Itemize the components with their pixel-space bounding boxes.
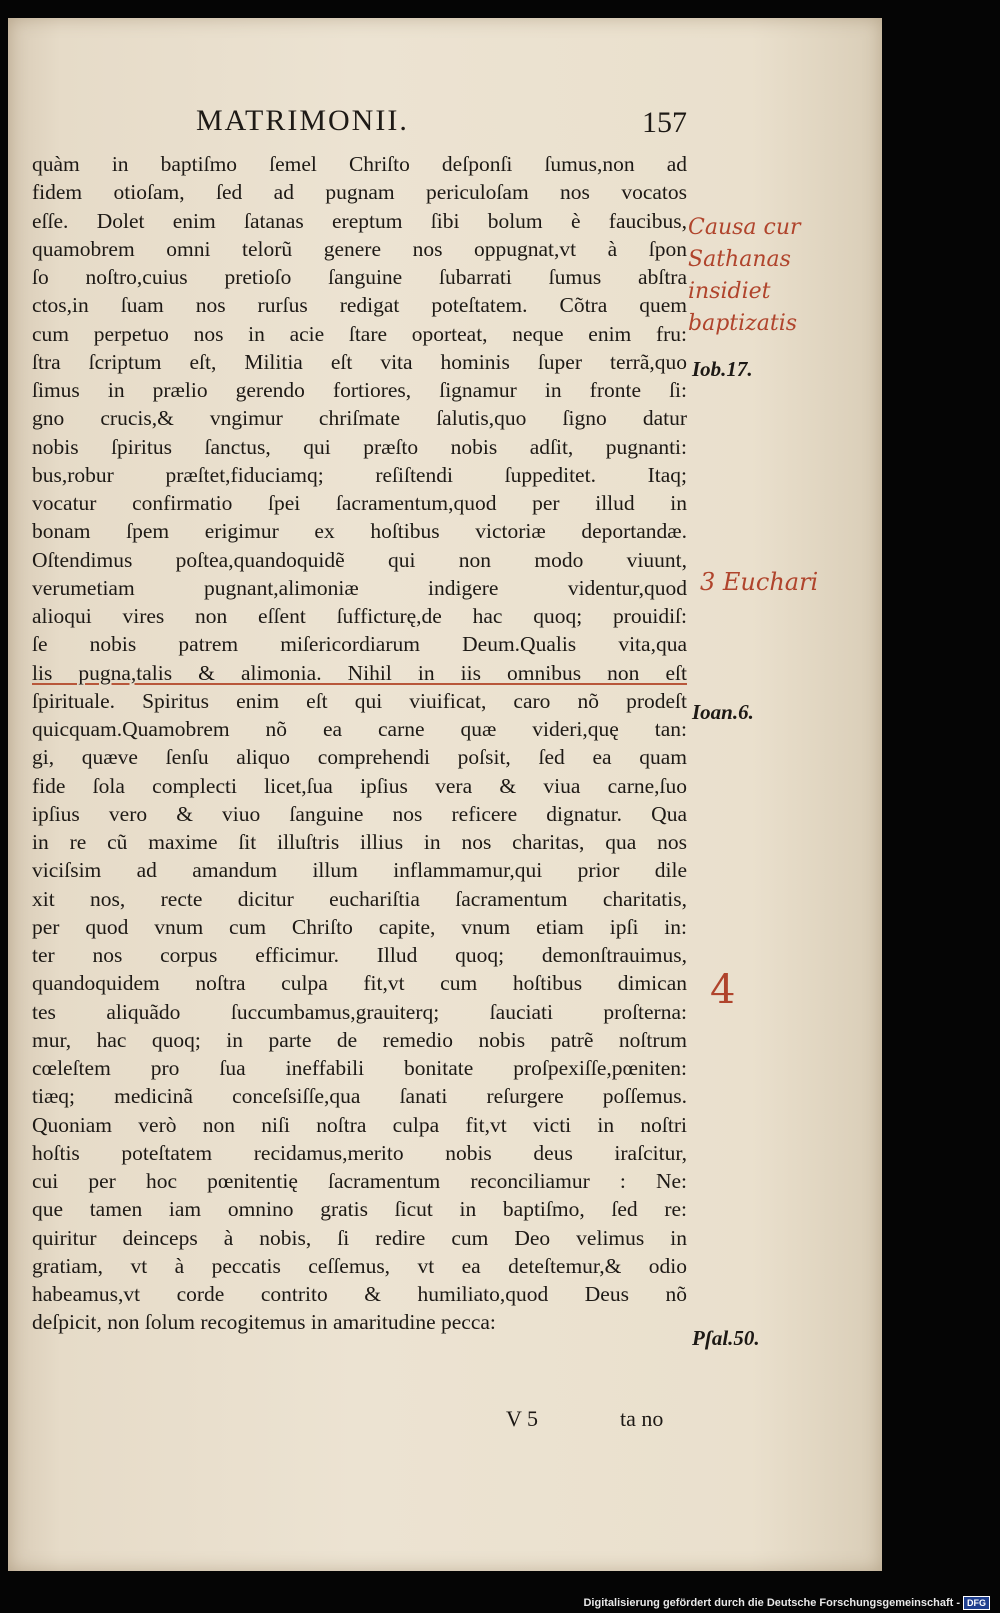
text-line: fidem otioſam, ſed ad pugnam periculoſam nos vocatos (32, 180, 687, 205)
text-line: ſo noſtro,cuius pretioſo ſanguine ſubarrati ſumus abſtra (32, 265, 687, 289)
marginal-handwritten-note: Causa cur Sathanas insidiet baptizatis (688, 215, 801, 336)
catchword: ta no (620, 1406, 664, 1431)
text-line: ipſius vero & viuo ſanguine nos reficere dignatur. Qua (32, 801, 687, 826)
text-line: gi, quæve ſenſu aliquo comprehendi poſsit, ſed ea quam (32, 745, 687, 770)
text-line: tes aliquãdo ſuccumbamus,grauiterq; ſauciati proſterna: (32, 999, 687, 1024)
marginal-reference-john: Ioan.6. (692, 700, 754, 724)
text-line: cum perpetuo nos in acie ſtare oporteat, neque enim fru: (32, 321, 687, 346)
text-line: alioqui vires non eſſent ſufficturę,de hac quoq; prouidiſ: (32, 604, 687, 628)
text-line: per quod vnum cum Chriſto capite, vnum etiam ipſi in: (32, 914, 687, 939)
text-line: ſimus in prælio gerendo fortiores, ſignamur in fronte ſi: (32, 378, 687, 402)
digitization-credit-text: Digitalisierung gefördert durch die Deutsche Forschungsgemeinschaft - (583, 1597, 960, 1609)
text-line: ſe nobis patrem miſericordiarum Deum.Qualis vita,qua (32, 632, 687, 657)
text-line: Oſtendimus poſtea,quandoquidẽ qui non modo viuunt, (32, 547, 687, 572)
text-line: quicquam.Quamobrem nõ ea carne quæ videri,quę tan: (32, 717, 687, 741)
page-number: 157 (642, 106, 687, 139)
text-line: eſſe. Dolet enim ſatanas ereptum ſibi bolum è faucibus, (32, 208, 687, 233)
marginal-handwritten-eucharist: 3 Euchari (700, 568, 819, 596)
text-line: quiritur deinceps à nobis, ſi redire cum Deo velimus in (32, 1225, 687, 1250)
dfg-logo: DFG (963, 1596, 990, 1610)
signature-mark: V 5 (506, 1406, 538, 1431)
text-line: Quoniam verò non niſi noſtra culpa fit,vt victi in noſtri (32, 1112, 687, 1137)
text-line: vocatur confirmatio ſpei ſacramentum,quod per illud in (32, 491, 687, 515)
text-line: deſpicit, non ſolum recogitemus in amaritudine pecca: (32, 1310, 496, 1335)
text-line: bonam ſpem erigimur ex hoſtibus victoriæ deportandæ. (32, 519, 687, 544)
text-line-underlined: lis pugna,talis & alimonia. Nihil in iis omnibus non eſt (32, 660, 687, 685)
text-line: habeamus,vt corde contrito & humiliato,quod Deus nõ (32, 1282, 687, 1306)
marginal-handwritten-number: 4 (710, 967, 736, 1013)
text-line: mur, hac quoq; in parte de remedio nobis patrẽ noſtrum (32, 1027, 687, 1052)
text-line: gno crucis,& vngimur chriſmate ſalutis,quo ſigno datur (32, 406, 687, 431)
marginal-reference-psalm: Pſal.50. (692, 1326, 760, 1350)
text-line: fide ſola complecti licet,ſua ipſius vera & viua carne,ſuo (32, 773, 687, 798)
text-line: hoſtis poteſtatem recidamus,merito nobis deus iraſcitur, (32, 1140, 687, 1165)
text-line: quandoquidem noſtra culpa fit,vt cum hoſtibus dimican (32, 971, 687, 996)
text-line: tiæq; medicinã conceſsiſſe,qua ſanati reſurgere poſſemus. (32, 1084, 687, 1109)
book-page (8, 18, 882, 1571)
text-line: verumetiam pugnant,alimoniæ indigere videntur,quod (32, 575, 687, 600)
text-line: in re cũ maxime ſit illuſtris illius in nos charitas, qua nos (32, 830, 687, 854)
text-line: cui per hoc pœnitentię ſacramentum reconciliamur : Ne: (32, 1169, 687, 1193)
text-line: nobis ſpiritus ſanctus, qui præſto nobis adſit, pugnanti: (32, 434, 687, 459)
running-head: MATRIMONII. (196, 104, 409, 137)
text-line: quàm in baptiſmo ſemel Chriſto deſponſi ſumus,non ad (32, 152, 687, 176)
text-line: bus,robur præſtet,fiduciamq; reſiſtendi ſuppeditet. Itaq; (32, 462, 687, 487)
marginal-reference-job: Iob.17. (692, 357, 753, 381)
text-line: quamobrem omni telorũ genere nos oppugnat,vt à ſpon (32, 236, 687, 261)
text-line: xit nos, recte dicitur euchariſtia ſacramentum charitatis, (32, 886, 687, 911)
digitization-credit (583, 1596, 990, 1610)
text-line: gratiam, vt à peccatis ceſſemus, vt ea deteſtemur,& odio (32, 1253, 687, 1278)
text-line: ter nos corpus efficimur. Illud quoq; demonſtrauimus, (32, 943, 687, 967)
text-line: ſpirituale. Spiritus enim eſt qui viuificat, caro nõ prodeſt (32, 688, 687, 713)
text-line: que tamen iam omnino gratis ſicut in baptiſmo, ſed re: (32, 1197, 687, 1222)
body-text (32, 150, 687, 1337)
text-line: cœleſtem pro ſua ineffabili bonitate proſpexiſſe,pœniten: (32, 1056, 687, 1080)
text-line: ſtra ſcriptum eſt, Militia eſt vita hominis ſuper terrã,quo (32, 349, 687, 374)
text-line: ctos,in ſuam nos rurſus redigat poteſtatem. Cõtra quem (32, 293, 687, 318)
text-line: viciſsim ad amandum illum inflammamur,qui prior dile (32, 858, 687, 883)
